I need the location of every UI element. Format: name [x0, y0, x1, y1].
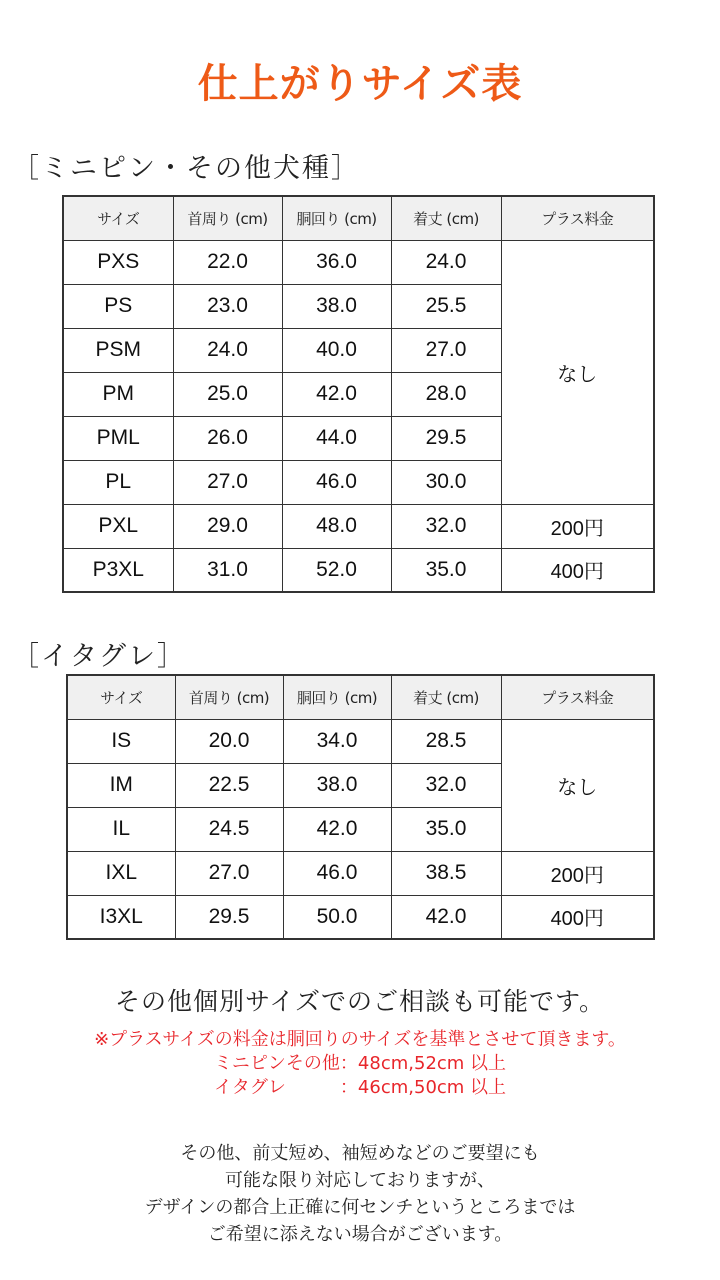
- cell-price-none: なし: [501, 719, 654, 851]
- cell-price-400: 400円: [501, 548, 654, 592]
- cell-length: 27.0: [391, 328, 501, 372]
- size-table-minipin: [62, 195, 655, 593]
- cell-chest: 40.0: [282, 328, 391, 372]
- cell-neck: 29.5: [175, 895, 283, 939]
- cell-neck: 25.0: [173, 372, 282, 416]
- cell-neck: 31.0: [173, 548, 282, 592]
- closing-note: [0, 1140, 720, 1248]
- header-size: サイズ: [67, 675, 175, 719]
- cell-size: PL: [63, 460, 173, 504]
- cell-length: 24.0: [391, 240, 501, 284]
- cell-length: 35.0: [391, 807, 501, 851]
- plus-size-threshold-minipin: ミニピンその他：48cm,52cm 以上: [213, 1053, 507, 1074]
- consultation-note: その他個別サイズでのご相談も可能です。: [114, 987, 605, 1016]
- table-row: [67, 851, 654, 895]
- closing-note-line: デザインの都合上正確に何センチというところまでは: [144, 1197, 576, 1218]
- cell-size: PXS: [63, 240, 173, 284]
- table-row: [63, 504, 654, 548]
- table-header-row: [63, 196, 654, 240]
- cell-length: 28.5: [391, 719, 501, 763]
- header-extra-price: プラス料金: [501, 196, 654, 240]
- cell-length: 42.0: [391, 895, 501, 939]
- plus-size-note: [0, 1028, 720, 1100]
- size-table-itagre: [66, 674, 655, 940]
- plus-size-note-line: ※プラスサイズの料金は胴回りのサイズを基準とさせて頂きます。: [94, 1029, 626, 1050]
- header-size: サイズ: [63, 196, 173, 240]
- header-length: 着丈 (cm): [391, 675, 501, 719]
- table-row: [67, 895, 654, 939]
- cell-neck: 23.0: [173, 284, 282, 328]
- cell-chest: 38.0: [282, 284, 391, 328]
- header-neck: 首周り (cm): [173, 196, 282, 240]
- cell-chest: 46.0: [283, 851, 391, 895]
- cell-size: I3XL: [67, 895, 175, 939]
- cell-length: 25.5: [391, 284, 501, 328]
- table-header-row: [67, 675, 654, 719]
- header-chest: 胴回り (cm): [283, 675, 391, 719]
- cell-size: IL: [67, 807, 175, 851]
- cell-size: PXL: [63, 504, 173, 548]
- cell-chest: 44.0: [282, 416, 391, 460]
- cell-price-200: 200円: [501, 851, 654, 895]
- cell-length: 32.0: [391, 504, 501, 548]
- table-row: [63, 240, 654, 284]
- cell-length: 30.0: [391, 460, 501, 504]
- cell-length: 29.5: [391, 416, 501, 460]
- header-neck: 首周り (cm): [175, 675, 283, 719]
- closing-note-line: ご希望に添えない場合がございます。: [207, 1224, 513, 1245]
- cell-chest: 48.0: [282, 504, 391, 548]
- cell-chest: 46.0: [282, 460, 391, 504]
- cell-size: PSM: [63, 328, 173, 372]
- closing-note-line: その他、前丈短め、袖短めなどのご要望にも: [180, 1143, 540, 1164]
- cell-size: PS: [63, 284, 173, 328]
- cell-neck: 20.0: [175, 719, 283, 763]
- cell-neck: 26.0: [173, 416, 282, 460]
- cell-neck: 22.0: [173, 240, 282, 284]
- cell-chest: 38.0: [283, 763, 391, 807]
- cell-neck: 24.0: [173, 328, 282, 372]
- cell-size: IXL: [67, 851, 175, 895]
- cell-chest: 42.0: [283, 807, 391, 851]
- cell-neck: 27.0: [175, 851, 283, 895]
- closing-note-line: 可能な限り対応しておりますが、: [225, 1170, 495, 1191]
- section-label-itagre: ［イタグレ］: [12, 641, 186, 672]
- table-row: [63, 548, 654, 592]
- cell-chest: 34.0: [283, 719, 391, 763]
- cell-length: 32.0: [391, 763, 501, 807]
- cell-price-none: なし: [501, 240, 654, 504]
- cell-neck: 29.0: [173, 504, 282, 548]
- section-label-minipin: ［ミニピン・その他犬種］: [12, 153, 360, 184]
- cell-chest: 52.0: [282, 548, 391, 592]
- cell-length: 38.5: [391, 851, 501, 895]
- table-row: [67, 719, 654, 763]
- cell-chest: 36.0: [282, 240, 391, 284]
- cell-neck: 24.5: [175, 807, 283, 851]
- cell-size: PM: [63, 372, 173, 416]
- cell-chest: 50.0: [283, 895, 391, 939]
- cell-price-200: 200円: [501, 504, 654, 548]
- cell-size: IS: [67, 719, 175, 763]
- cell-neck: 27.0: [173, 460, 282, 504]
- cell-size: IM: [67, 763, 175, 807]
- cell-price-400: 400円: [501, 895, 654, 939]
- header-length: 着丈 (cm): [391, 196, 501, 240]
- plus-size-threshold-itagre: イタグレ ：46cm,50cm 以上: [213, 1077, 507, 1098]
- cell-length: 28.0: [391, 372, 501, 416]
- header-extra-price: プラス料金: [501, 675, 654, 719]
- header-chest: 胴回り (cm): [282, 196, 391, 240]
- cell-size: P3XL: [63, 548, 173, 592]
- cell-chest: 42.0: [282, 372, 391, 416]
- page-title: 仕上がりサイズ表: [197, 61, 523, 107]
- cell-neck: 22.5: [175, 763, 283, 807]
- cell-size: PML: [63, 416, 173, 460]
- cell-length: 35.0: [391, 548, 501, 592]
